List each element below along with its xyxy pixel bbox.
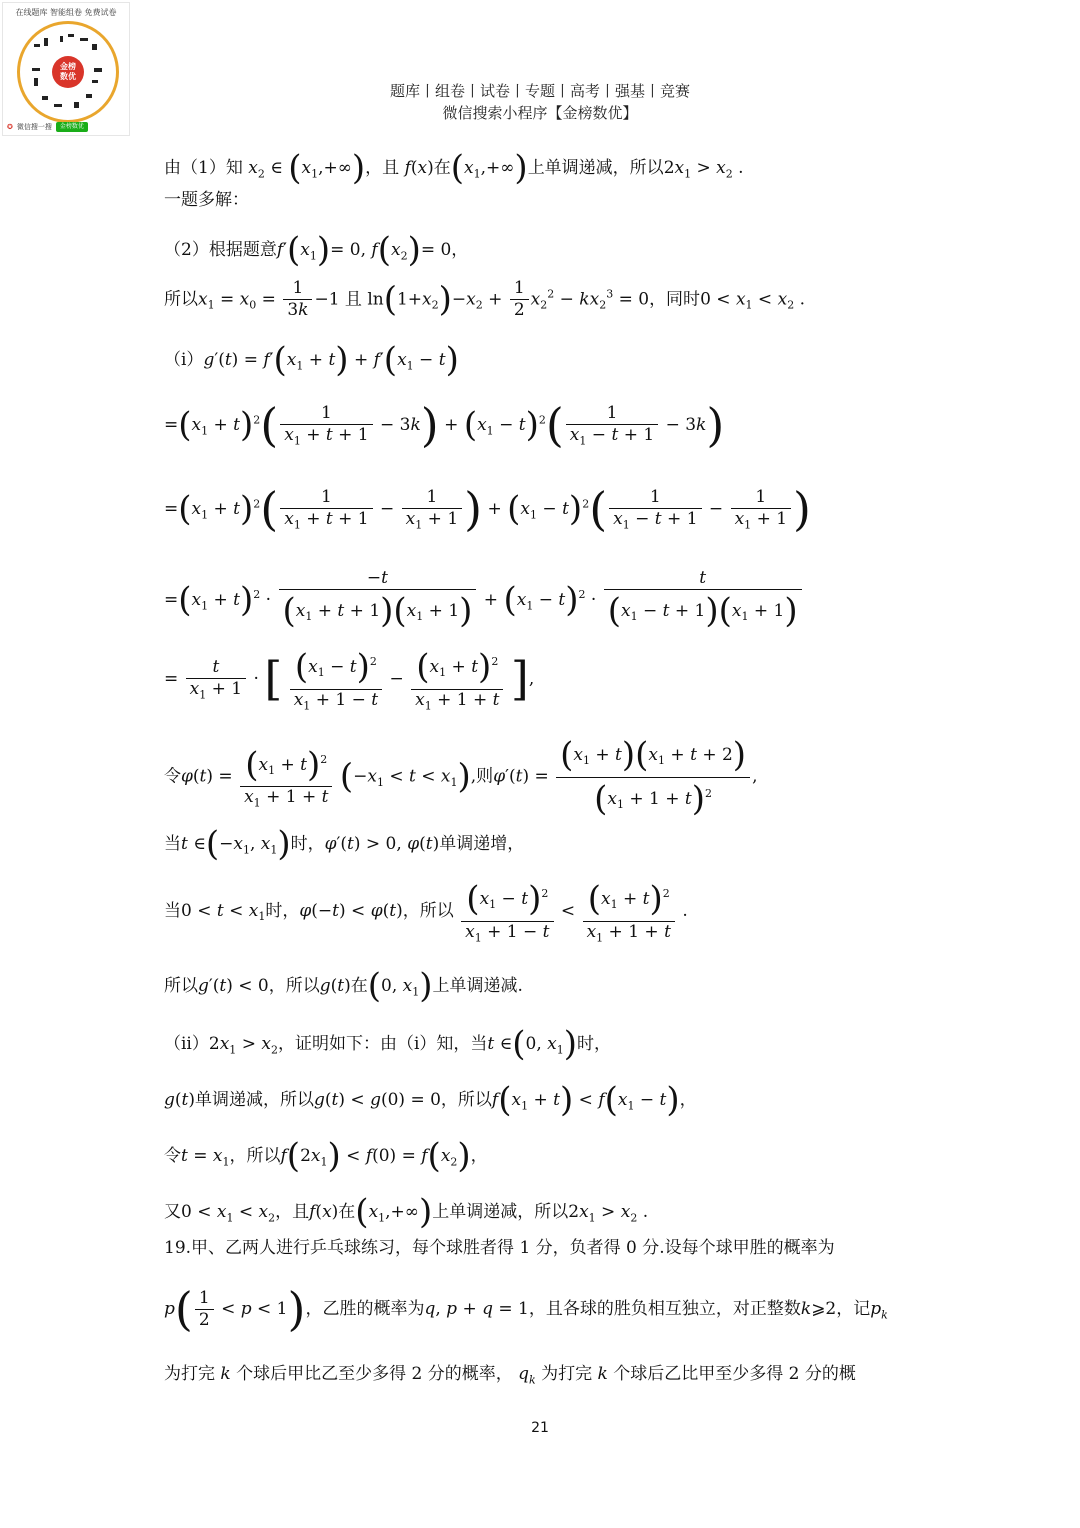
badge-tag: 金榜数优 [56,122,88,132]
line-10: 令φ(t) = $\frac{(x_1 + t)^2}{x_1 + 1 + t}$ $(-x_1 < t < x_1)$,则φ′(t) = $\frac{(x_1 + t)(x_1 + t + 2)}{(x_1 + 1 + t)^2}$ , [164,735,758,819]
line-7: $=(x_1 + t)^2$( $\frac{1}{x_1 + t + 1}$ − $\frac{1}{x_1 + 1}$ ) + $(x_1 - t)^2$( $\frac{1}{x_1 - t + 1}$ − $\frac{1}{x_1 + 1}$ ) [164,482,811,536]
line-2: 一题多解： [164,190,249,210]
logo-line-1: 金榜 [60,62,76,71]
logo-line-2: 数优 [60,72,76,81]
line-6: $=(x_1 + t)^2$( $\frac{1}{x_1 + t + 1}$ − $3k) + (x_1 - t)^2$( $\frac{1}{x_1 - t + 1}$ − 3k) [164,398,725,452]
line-13: 所以g′(t) < 0，所以g(t)在(0, $x_1$)上单调递减. [164,966,523,1006]
header-mini-program: 微信搜索小程序【金榜数优】 [442,104,638,122]
line-3: （2）根据题意$f'(x_1)= 0$, $f(x_2)= 0$， [164,230,469,270]
header-nav: 题库丨组卷丨试卷丨专题丨高考丨强基丨竞赛 [389,82,690,100]
line-16: 令$t = x_1$，所以$f(2x_1) < f(0) = f(x_2)$， [164,1136,488,1176]
line-1: 由（1）知 $x_2$ ∈ $(x_1,+\infty)$，且 f(x)在$(x_1,+\infty)$上单调递减，所以$2x_1 > x_2$ . [164,148,744,188]
badge-bottom-text: 微信搜一搜 [16,123,52,131]
line-4: 所以$x_1 = x_0$ = $\frac{1}{3k}$ −1 且 $\ln(1+x_2)-x_2$ + $\frac{1}{2}$ $x_2^2 - kx_2^3 = 0$，同时$0 < x_1 < x_2$ . [164,278,805,321]
line-9: = $\frac{t}{x_1 + 1}$ · [ $\frac{(x_1 - t)^2}{x_1 + 1 - t}$ − $\frac{(x_1 + t)^2}{x_1 + 1 + t}$ ], [164,647,535,712]
line-14: $(ii)2x_1 > x_2$，证明如下：由（i）知，当t ∈(0, $x_1$)时， [164,1024,611,1064]
star-icon: ✪ [7,123,13,131]
page-number: 21 [531,1420,549,1436]
line-20: 为打完 k 个球后甲比乙至少多得 2 分的概率， $q_k$ 为打完 k 个球后乙比甲至少多得 2 分的概 [164,1364,856,1387]
line-11: 当t $\in(-x_1$, $x_1$)时，φ′(t) > 0, φ(t)单调递增， [164,824,525,864]
line-15: g(t)单调递减，所以g(t) < g(0) = 0，所以$f(x_1 + t) < f(x_1 - t)$， [164,1080,697,1120]
line-19: p( $\frac{1}{2}$ < p < 1)，乙胜的概率为q, p + q = 1，且各球的胜负相互独立，对正整数k⩾2，记$p_k$ [164,1282,888,1336]
line-5: $(i)g'(t) = f'(x_1 + t) + f'(x_1 - t)$ [164,340,459,380]
line-8: $=(x_1 + t)^2$ · $\frac{-t}{(x_1 + t + 1)(x_1 + 1)}$ + $(x_1 - t)^2$ · $\frac{t}{(x_1 - t + 1)(x_1 + 1)}$ [164,568,804,633]
badge-top-text: 在线题库 智能组卷 免费试卷 [15,8,117,17]
line-18: 19.甲、乙两人进行乒乓球练习，每个球胜者得 1 分，负者得 0 分.设每个球甲胜的概率为 [164,1238,835,1258]
line-17: 又$0 < x_1 < x_2$，且f(x)在$(x_1,+\infty)$上单调递减，所以$2x_1 > x_2$ . [164,1192,649,1232]
line-12: 当$0 < t < x_1$时，φ(−t) < φ(t)，所以 $\frac{(x_1 - t)^2}{x_1 + 1 - t}$ < $\frac{(x_1 + t)^2}{x_1 + 1 + t}$ . [164,879,688,944]
